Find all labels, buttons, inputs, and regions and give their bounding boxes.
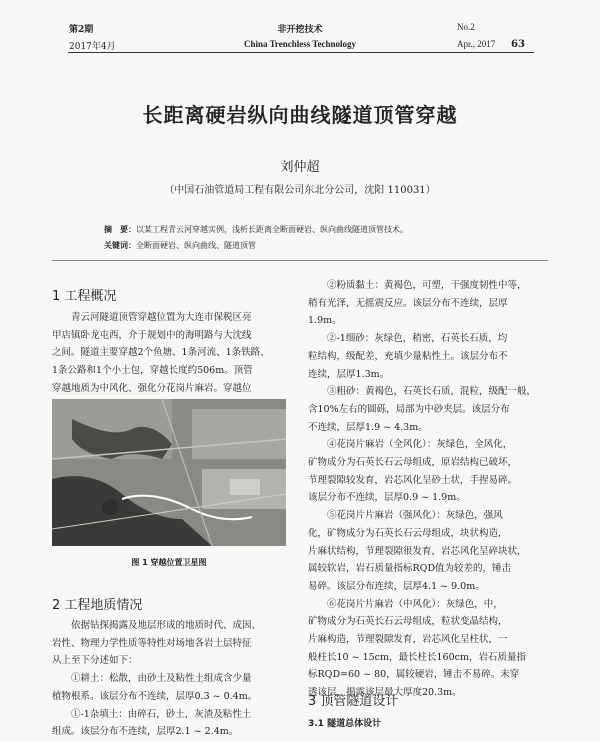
para-line: 穿越地质为中风化、强化分花岗片麻岩。穿越位	[52, 382, 252, 394]
para-line: 该层分布不连续，层厚0.9 ~ 1.9m。	[308, 492, 466, 504]
para-line: 岩性、物理力学性质等特性对场地各岩土层特征	[52, 637, 252, 649]
header-page-number: 63	[511, 39, 525, 50]
header-journal-en: China Trenchless Technology	[243, 39, 357, 49]
para-line: 片麻状结构，节理裂隙很发育，岩芯风化呈碎块状，	[308, 545, 527, 557]
keywords-label: 关键词：	[104, 241, 136, 250]
header-issue-en: No.2	[457, 22, 475, 32]
section-2-paragraph	[52, 617, 290, 741]
abstract-text: 以某工程青云河穿越实例，浅析长距离全断面硬岩、纵向曲线隧道顶管技术。	[136, 225, 408, 234]
heading-section-2: 2 工程地质情况	[52, 598, 143, 613]
abstract-label: 摘 要：	[104, 225, 136, 234]
para-line: 透该层，揭露该层最大厚度20.3m。	[308, 687, 462, 699]
para-line: 化，矿物成分为石英长石云母组成，块状构造，	[308, 527, 508, 539]
para-line: 含10%左右的圆砾，局部为中砂夹层。该层分布	[308, 403, 510, 415]
para-line: ①耕土：松散，由砂土及粘性土组成含少量	[71, 673, 252, 685]
para-line: ②-1细砂：灰绿色，稍密，石英长石质，均	[327, 333, 508, 345]
para-line: ⑤花岗片片麻岩（强风化）：灰绿色，强风	[327, 510, 503, 522]
para-line: 甲店镇卧龙屯西，介于规划中的海明路与大沈线	[52, 329, 252, 341]
para-line: 粒结构，级配差，充填少量粘性土。该层分布不	[308, 350, 508, 362]
header-issue-cn: 第2期	[69, 25, 94, 35]
heading-section-3: 3 顶管隧道设计	[308, 694, 399, 709]
para-line: 易碎。该层分布连续，层厚4.1 ~ 9.0m。	[308, 580, 485, 592]
para-line: 不连续，层厚1.9 ~ 4.3m。	[308, 421, 428, 433]
header-rule	[68, 52, 534, 53]
satellite-image	[52, 399, 286, 546]
keywords-text: 全断面硬岩、纵向曲线、隧道顶管	[136, 241, 256, 250]
heading-section-3-1: 3.1 隧道总体设计	[308, 719, 382, 729]
para-line: 1.9m。	[308, 315, 342, 327]
para-line: 依据钻探揭露及地层形成的地质时代、成因、	[71, 620, 262, 631]
keywords	[104, 240, 504, 251]
para-line: 稍有光泽，无摇震反应。该层分布不连续，层厚	[308, 297, 508, 309]
para-line: ①-1杂填土：由碎石，砂土，灰渣及粘性土	[71, 708, 252, 720]
para-line: 之间。隧道主要穿越2个鱼塘、1条河流、1条铁路、	[52, 347, 270, 359]
para-line: 连续，层厚1.3m。	[308, 368, 390, 380]
figure-1-caption: 图 1 穿越位置卫星图	[131, 558, 207, 567]
para-line: 从上至下分述如下：	[52, 655, 138, 667]
article-affiliation: （中国石油管道局工程有限公司东北分公司，沈阳 110031）	[164, 185, 436, 196]
abstract-rule	[52, 260, 548, 261]
para-line: 般柱长10 ~ 15cm，最长柱长160cm，岩石质量指	[308, 651, 526, 663]
article-title: 长距离硬岩纵向曲线隧道顶管穿越	[142, 103, 458, 127]
satellite-image-drawing	[52, 399, 286, 546]
para-line: ⑥花岗片片麻岩（中风化）：灰绿色，中，	[327, 598, 503, 610]
para-line: 矿物成分为石英长石云母组成，粒状变晶结构，	[308, 616, 508, 628]
heading-section-1: 1 工程概况	[52, 289, 117, 304]
para-line: 矿物成分为石英长石云母组成，原岩结构已破坏，	[308, 457, 518, 469]
para-line: ④花岗片麻岩（全风化）：灰绿色，全风化，	[327, 439, 513, 451]
para-line: ②粉质黏土：黄褐色，可塑，干强度韧性中等，	[327, 280, 527, 291]
para-line: 属较软岩，岩石质量指标RQD值为较差的，锤击	[308, 563, 512, 575]
header-date-cn: 2017年4月	[69, 42, 116, 52]
para-line: 青云河隧道顶管穿越位置为大连市保税区亮	[71, 312, 252, 323]
header-date-en: Apr., 2017	[457, 39, 496, 49]
para-line: 片麻构造，节理裂隙发育，岩芯风化呈柱状，一	[308, 634, 508, 646]
para-line: 标RQD=60 ~ 80，属较硬岩，锤击不易碎。未穿	[308, 669, 520, 681]
section-2-continued	[308, 277, 552, 702]
para-line: 1条公路和1个小土包，穿越长度约506m。顶管	[52, 365, 253, 377]
para-line: 组成。该层分布不连续，层厚2.1 ~ 2.4m。	[52, 726, 239, 738]
para-line: 节理裂隙较发育，岩芯风化呈砂土状，手捏易碎。	[308, 474, 518, 486]
header-journal-cn: 非开挖技术	[277, 25, 323, 35]
para-line: ③粗砂：黄褐色，石英长石质，混粒，级配一般，	[327, 386, 537, 398]
abstract	[104, 224, 504, 235]
article-author: 刘仲超	[280, 160, 320, 175]
para-line: 植物根系。该层分布不连续，层厚0.3 ~ 0.4m。	[52, 690, 258, 702]
